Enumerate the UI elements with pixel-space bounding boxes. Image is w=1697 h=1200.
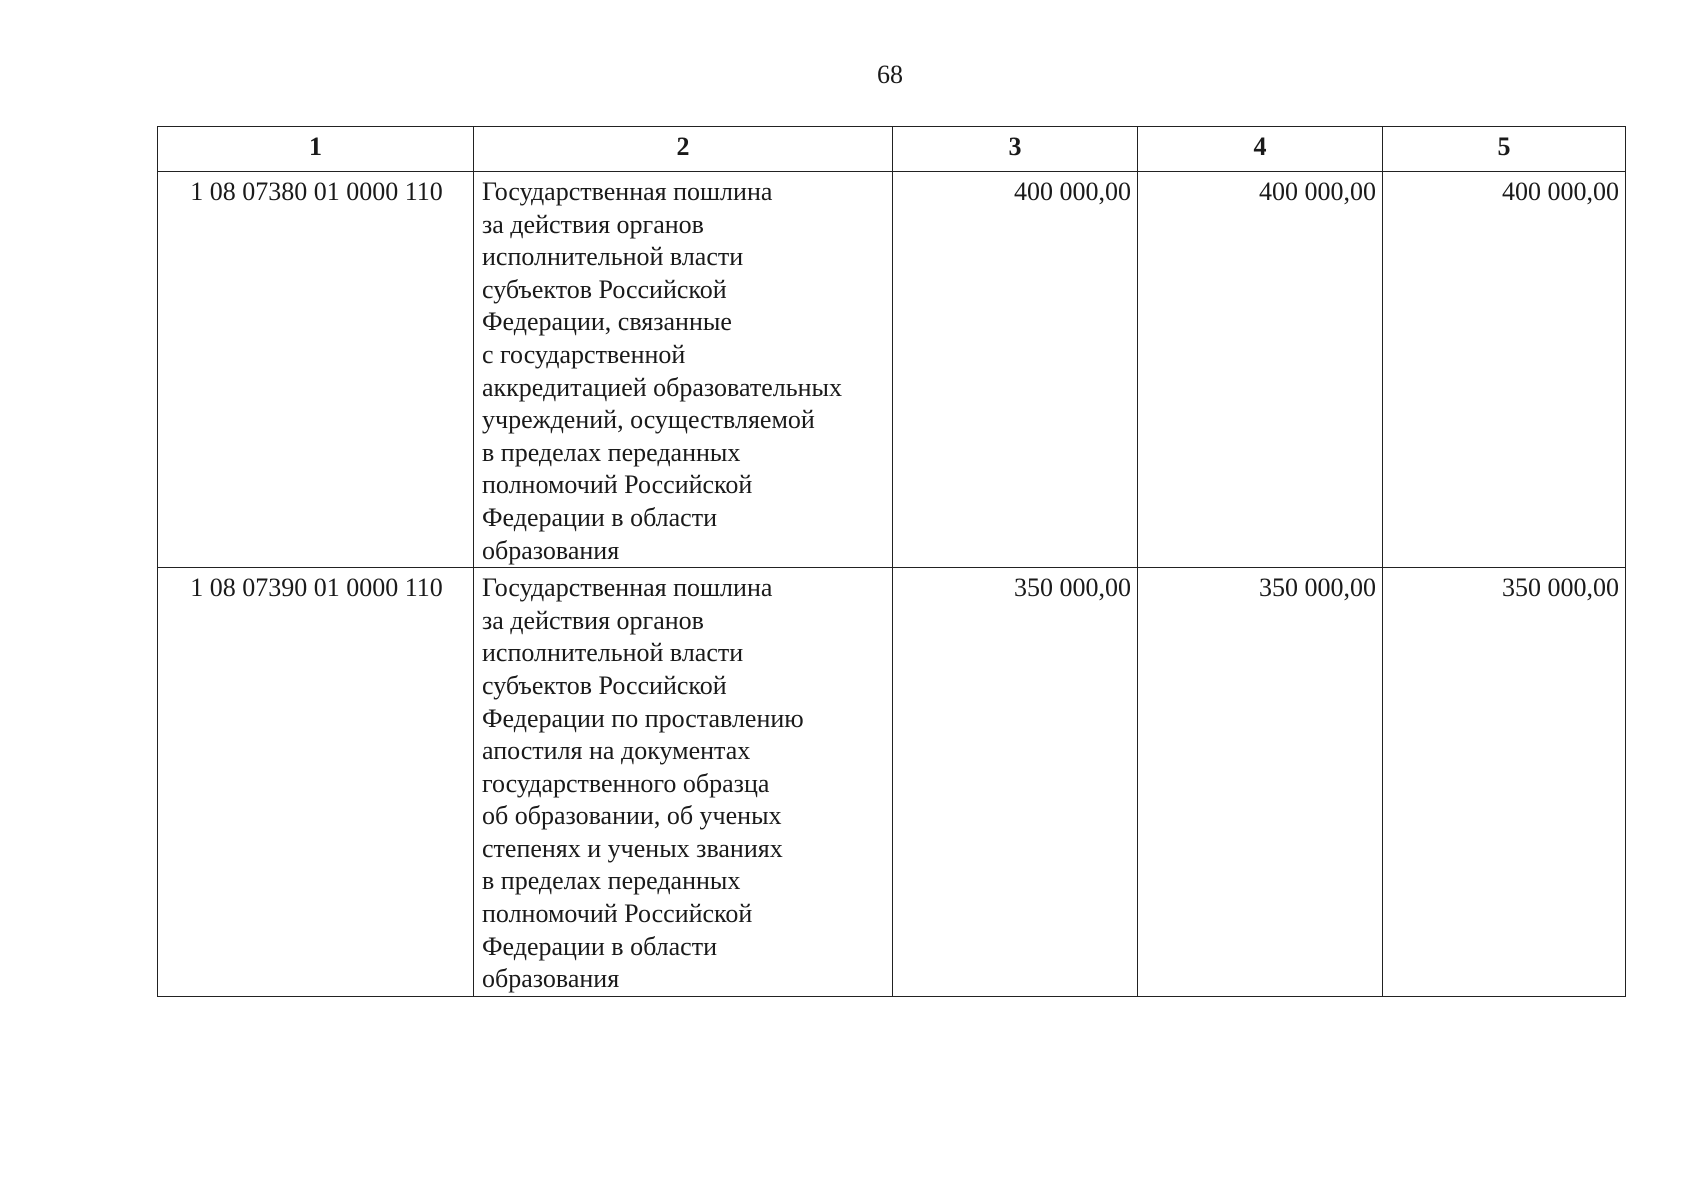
header-col-5: 5 [1383, 127, 1626, 172]
amount-col-3: 400 000,00 [893, 172, 1138, 568]
amount-col-5: 400 000,00 [1383, 172, 1626, 568]
budget-code: 1 08 07380 01 0000 110 [158, 172, 474, 568]
revenue-description: Государственная пошлина за действия органов исполнительной власти субъектов Российской Федерации, связанные с государственной аккредитацией образовательных учреждений, осуществляемой в пределах переданных полномочий Российской Федерации в области образования [474, 172, 893, 568]
amount-col-5: 350 000,00 [1383, 568, 1626, 997]
header-col-3: 3 [893, 127, 1138, 172]
header-col-4: 4 [1138, 127, 1383, 172]
page-number: 68 [877, 60, 903, 89]
amount-col-4: 350 000,00 [1138, 568, 1383, 997]
table-row [158, 172, 1626, 568]
header-col-2: 2 [474, 127, 893, 172]
header-row [158, 127, 1626, 172]
revenue-description: Государственная пошлина за действия органов исполнительной власти субъектов Российской Федерации по проставлению апостиля на документах государственного образца об образовании, об ученых степенях и ученых званиях в пределах переданных полномочий Российской Федерации в области образования [474, 568, 893, 997]
amount-col-3: 350 000,00 [893, 568, 1138, 997]
table-row [158, 568, 1626, 997]
header-col-1: 1 [158, 127, 474, 172]
budget-table [157, 126, 1626, 997]
amount-col-4: 400 000,00 [1138, 172, 1383, 568]
budget-code: 1 08 07390 01 0000 110 [158, 568, 474, 997]
